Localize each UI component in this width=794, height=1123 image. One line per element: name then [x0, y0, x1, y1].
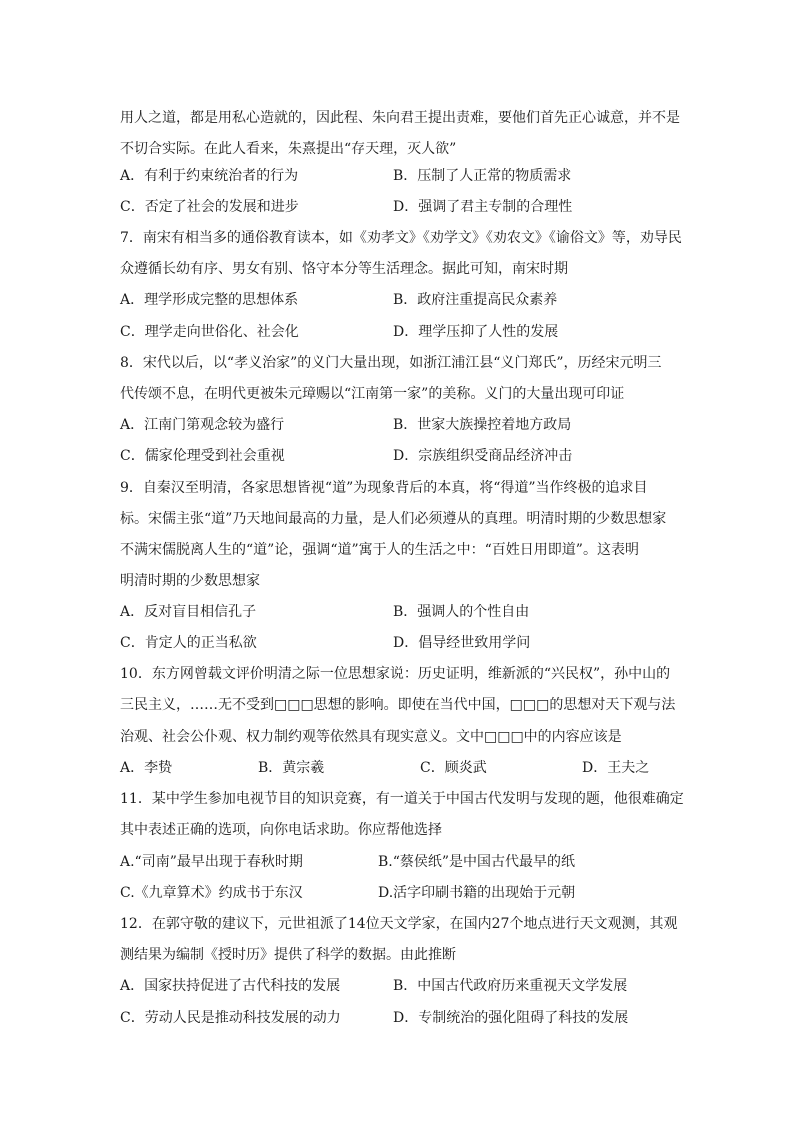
question-text-line: 不满宋儒脱离人生的“道”论，强调“道”寓于人的生活之中：“百姓日用即道”。这表明: [120, 542, 639, 558]
option-c: C．否定了社会的发展和进步: [120, 199, 299, 215]
option-a: A.“司南”最早出现于春秋时期: [120, 854, 303, 870]
option-c: C．理学走向世俗化、社会化: [120, 324, 299, 340]
option-b: B．强调人的个性自由: [393, 604, 530, 620]
option-b: B．压制了人正常的物质需求: [393, 168, 572, 184]
question-text-line: 用人之道，都是用私心造就的，因此程、朱向君王提出责难，要他们首先正心诚意，并不是: [120, 110, 680, 126]
option-d: D．宗族组织受商品经济冲击: [393, 448, 573, 464]
option-a: A．江南门第观念较为盛行: [120, 417, 285, 433]
option-d: D．理学压抑了人性的发展: [393, 324, 559, 340]
question-12-text: 12．在郭守敬的建议下，元世祖派了14位天文学家，在国内27个地点进行天文观测，其观: [120, 916, 678, 932]
option-c: C．儒家伦理受到社会重视: [120, 448, 285, 464]
option-d: D．王夫之: [582, 760, 650, 776]
option-b: B．中国古代政府历来重视天文学发展: [393, 978, 628, 994]
question-text-line: 代传颂不息，在明代更被朱元璋赐以“江南第一家”的美称。义门的大量出现可印证: [120, 386, 625, 402]
question-text-line: 标。宋儒主张“道”乃天地间最高的力量，是人们必须遵从的真理。明清时期的少数思想家: [120, 511, 667, 527]
question-10-text: 10．东方网曾载文评价明清之际一位思想家说：历史证明，维新派的“兴民权”，孙中山的: [120, 666, 671, 682]
option-b: B．世家大族操控着地方政局: [393, 417, 572, 433]
question-text-line: 治观、社会公仆观、权力制约观等依然具有现实意义。文中□□□中的内容应该是: [120, 729, 622, 745]
question-text-line: 不切合实际。在此人看来，朱熹提出“存天理，灭人欲”: [120, 141, 457, 157]
option-b: B．政府注重提高民众素养: [393, 292, 558, 308]
option-c: C．肯定人的正当私欲: [120, 635, 257, 651]
question-text-line: 三民主义，……无不受到□□□思想的影响。即使在当代中国，□□□的思想对天下观与法: [120, 697, 676, 713]
question-8-text: 8．宋代以后，以“孝义治家”的义门大量出现，如浙江浦江县“义门郑氏”，历经宋元明三: [120, 355, 662, 371]
question-9-text: 9．自秦汉至明清，各家思想皆视“道”为现象背后的本真，将“得道”当作终极的追求目: [120, 480, 648, 496]
option-d: D．倡导经世致用学问: [393, 635, 531, 651]
question-11-text: 11．某中学生参加电视节目的知识竞赛，有一道关于中国古代发明与发现的题，他很难确定: [120, 791, 684, 807]
option-d: D．强调了君主专制的合理性: [393, 199, 573, 215]
option-a: A．有利于约束统治者的行为: [120, 168, 299, 184]
option-c: C.《九章算术》约成书于东汉: [120, 885, 303, 901]
option-a: A．李贽: [120, 760, 173, 776]
option-a: A．反对盲目相信孔子: [120, 604, 257, 620]
option-a: A．国家扶持促进了古代科技的发展: [120, 978, 341, 994]
option-c: C．顾炎武: [420, 760, 487, 776]
question-text-line: 测结果为编制《授时历》提供了科学的数据。由此推断: [120, 947, 456, 963]
question-text-line: 众遵循长幼有序、男女有别、恪守本分等生活理念。据此可知，南宋时期: [120, 261, 568, 277]
option-d: D.活字印刷书籍的出现始于元朝: [378, 885, 576, 901]
option-b: B．黄宗羲: [258, 760, 325, 776]
question-7-text: 7．南宋有相当多的通俗教育读本，如《劝孝文》《劝学文》《劝农文》《谕俗文》等，劝导民: [120, 230, 682, 246]
question-text-line: 其中表述正确的选项，向你电话求助。你应帮他选择: [120, 822, 442, 838]
option-a: A．理学形成完整的思想体系: [120, 292, 299, 308]
question-text-line: 明清时期的少数思想家: [120, 573, 260, 589]
option-b: B.“蔡侯纸”是中国古代最早的纸: [378, 854, 576, 870]
option-c: C．劳动人民是推动科技发展的动力: [120, 1010, 341, 1026]
option-d: D．专制统治的强化阻碍了科技的发展: [393, 1010, 629, 1026]
